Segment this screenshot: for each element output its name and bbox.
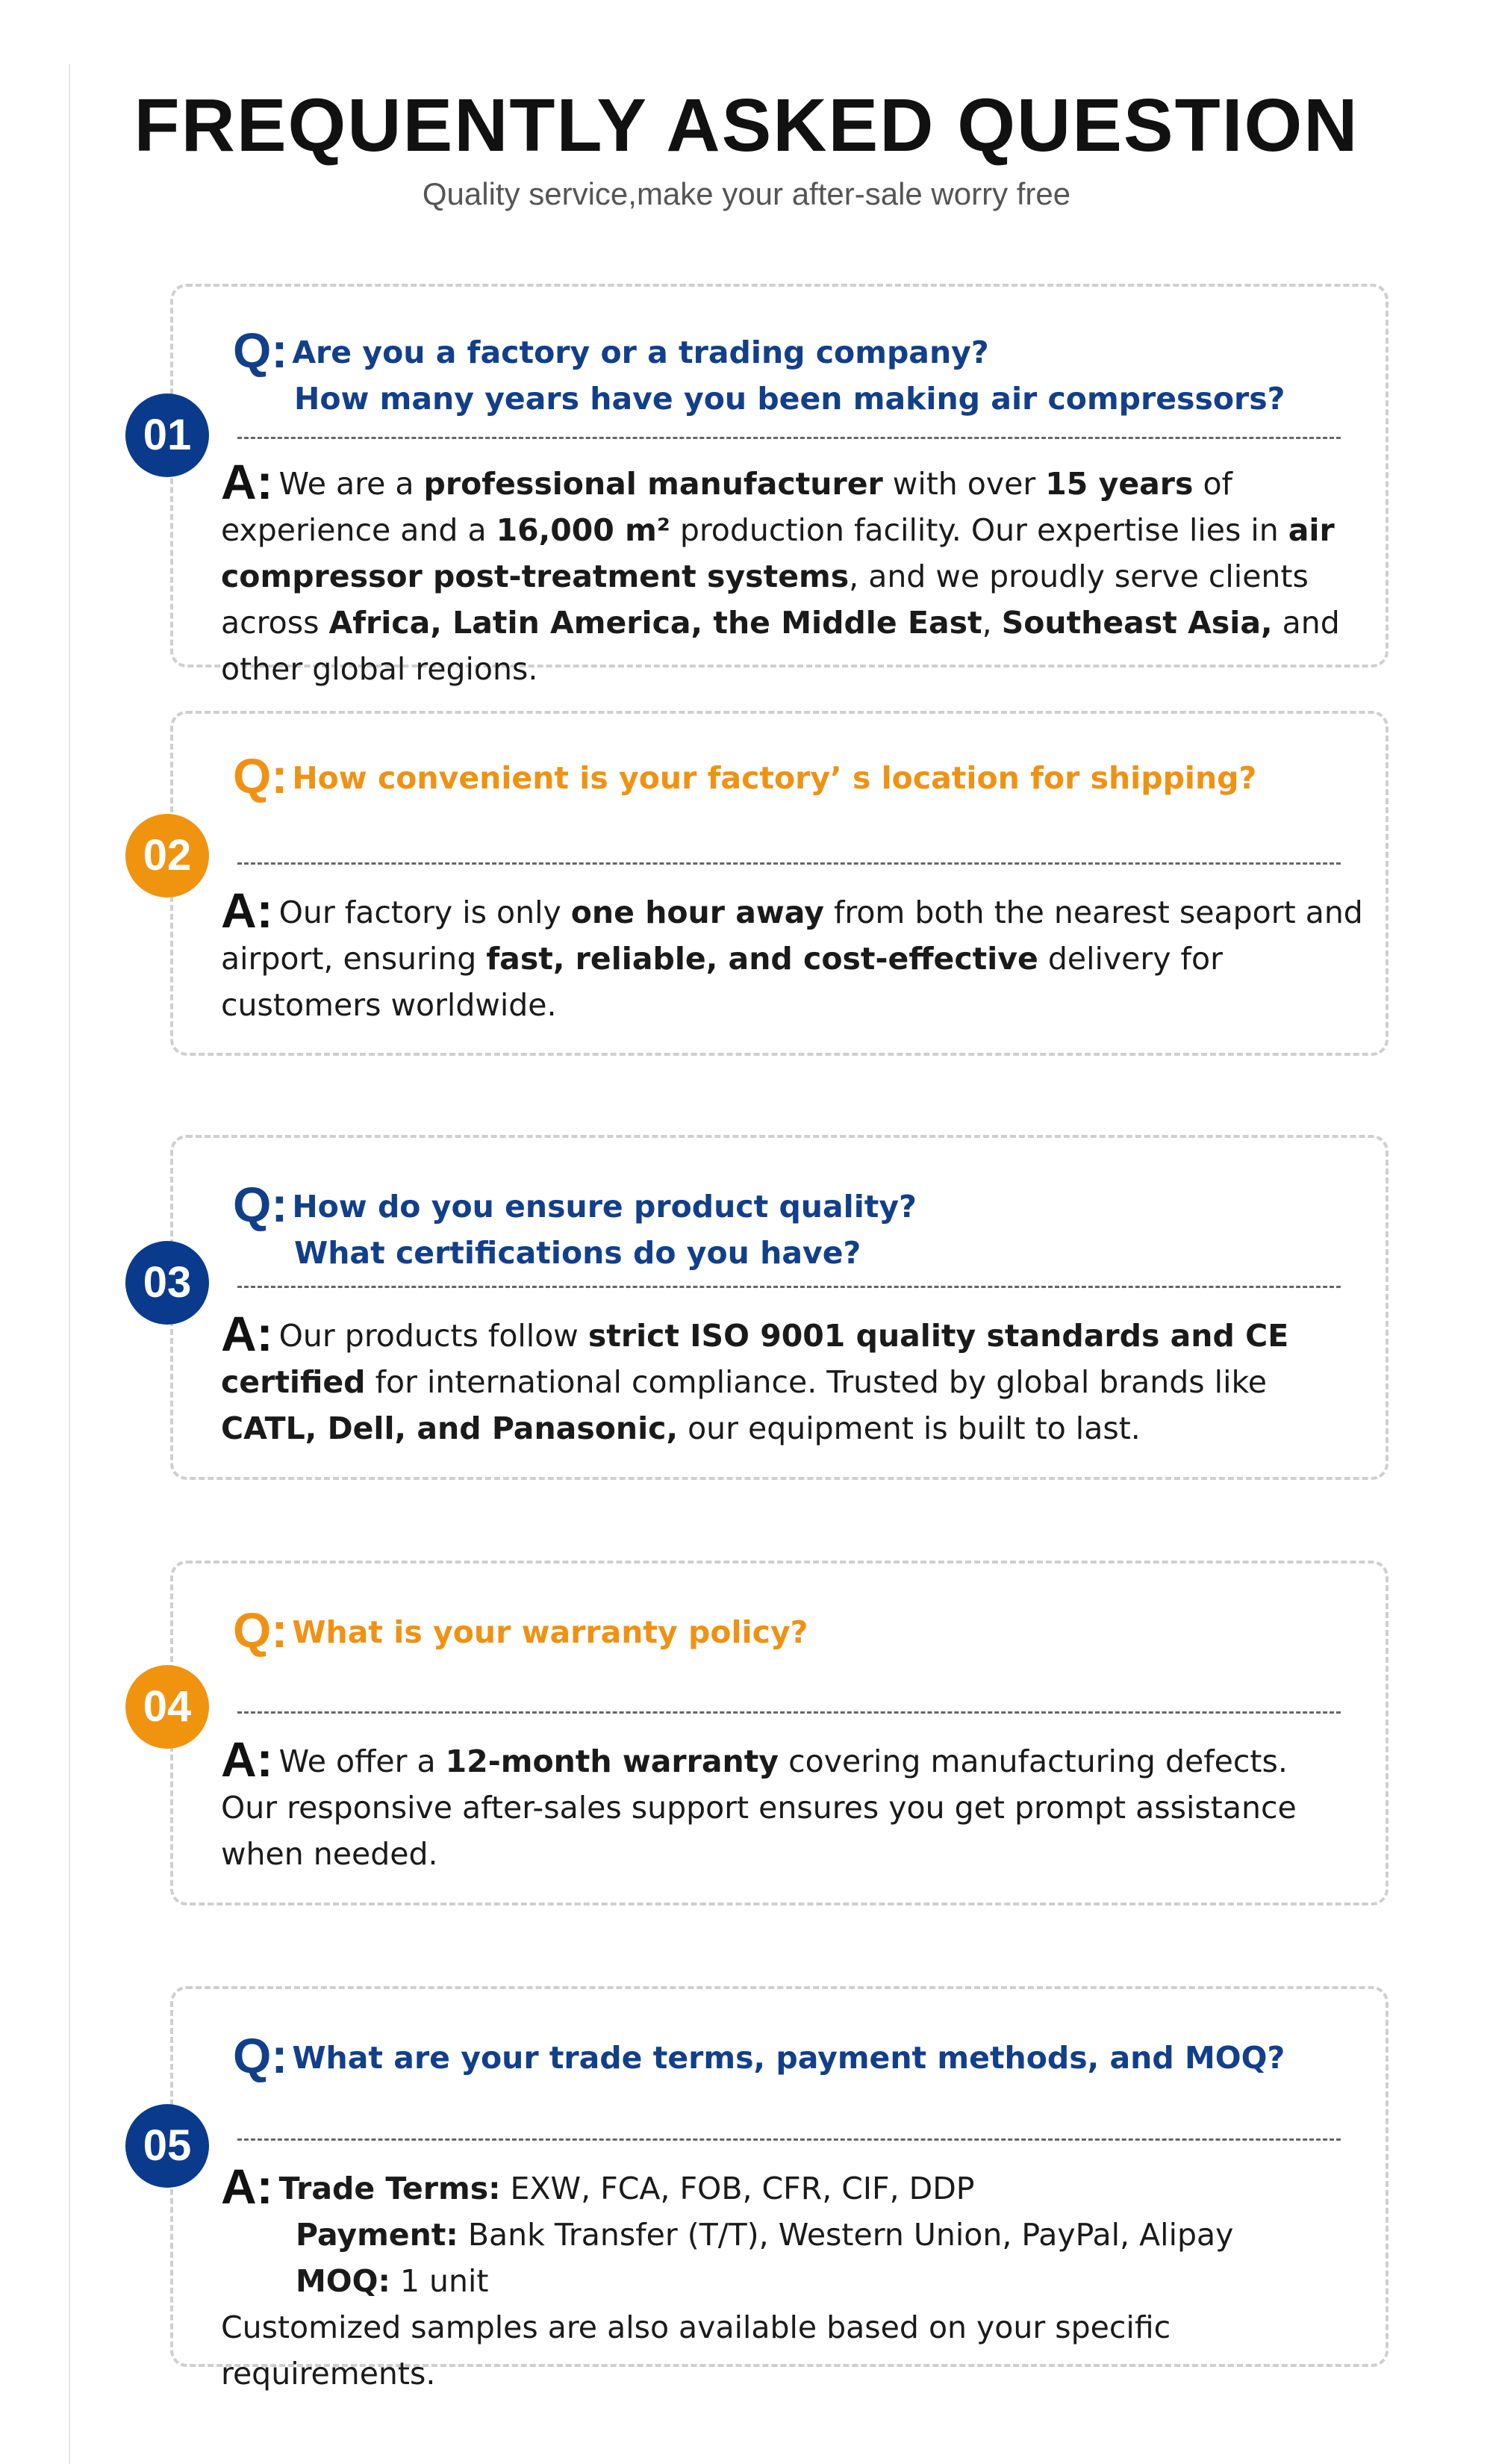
question-line-1: How convenient is your factory’ s location for shipping? — [292, 760, 1257, 796]
left-divider — [69, 64, 70, 2464]
q-mark: Q: — [233, 323, 288, 378]
question-line-1: How do you ensure product quality? — [292, 1189, 917, 1225]
faq-question-4 — [233, 1602, 1368, 1658]
faq-number-badge-3: 03 — [125, 1241, 209, 1325]
faq-answer-4: A: We offer a 12-month warranty covering manufacturing defects. Our responsive after-sales support ensures you get prompt assistance when needed. — [221, 1732, 1297, 1872]
faq-question-3 — [233, 1177, 1368, 1276]
q-mark: Q: — [233, 748, 288, 803]
q-mark: Q: — [233, 1177, 288, 1232]
page-title: FREQUENTLY ASKED QUESTION — [134, 84, 1359, 167]
samples-note: Customized samples are also available based on your specific requirements. — [221, 2309, 1171, 2392]
question-line-1: What are your trade terms, payment methods, and MOQ? — [292, 2040, 1285, 2076]
a-mark: A: — [221, 454, 273, 509]
a-mark: A: — [221, 2159, 273, 2214]
faq-answer-3: A: Our products follow strict ISO 9001 quality standards and CE certified for international compliance. Trusted by global brands like CATL, Dell, and Panasonic, our equipment is built to last. — [221, 1306, 1289, 1446]
faq-separator-5 — [237, 2138, 1341, 2141]
faq-separator-3 — [237, 1286, 1341, 1288]
question-line-1: What is your warranty policy? — [292, 1614, 808, 1650]
page-subtitle: Quality service,make your after-sale worry free — [422, 176, 1071, 211]
faq-separator-4 — [237, 1711, 1341, 1714]
a-mark: A: — [221, 1306, 273, 1361]
payment-line: Payment: Bank Transfer (T/T), Western Union, PayPal, Alipay — [296, 2217, 1234, 2253]
faq-question-5 — [233, 2028, 1368, 2083]
faq-answer-1: A: We are a professional manufacturer with over 15 years of experience and a 16,000 m² production facility. Our expertise lies in air compressor post-treatment systems, and we proudly serve clients across Africa, Latin America, the Middle East, Southeast Asia, and other global regions. — [221, 454, 1340, 687]
moq-line: MOQ: 1 unit — [296, 2263, 489, 2299]
q-mark: Q: — [233, 1602, 288, 1658]
faq-number-badge-2: 02 — [125, 814, 209, 897]
trade-terms-value: EXW, FCA, FOB, CFR, CIF, DDP — [500, 2171, 975, 2206]
q-mark: Q: — [233, 2028, 288, 2083]
faq-number-badge-5: 05 — [125, 2104, 209, 2188]
question-line-2: How many years have you been making air compressors? — [294, 381, 1285, 417]
faq-question-2 — [233, 748, 1368, 803]
faq-number-badge-4: 04 — [125, 1665, 209, 1749]
a-mark: A: — [221, 883, 273, 938]
faq-separator-2 — [237, 862, 1341, 865]
faq-separator-1 — [237, 437, 1341, 439]
faq-answer-2: A: Our factory is only one hour away from both the nearest seaport and airport, ensuring fast, reliable, and cost-effective delivery for customers worldwide. — [221, 883, 1363, 1023]
a-mark: A: — [221, 1732, 273, 1787]
trade-terms-label: Trade Terms: — [278, 2171, 501, 2206]
question-line-2: What certifications do you have? — [294, 1235, 861, 1271]
faq-question-1 — [233, 323, 1368, 422]
faq-number-badge-1: 01 — [125, 393, 209, 477]
question-line-1: Are you a factory or a trading company? — [292, 335, 989, 370]
faq-answer-5 — [221, 2159, 1371, 2397]
